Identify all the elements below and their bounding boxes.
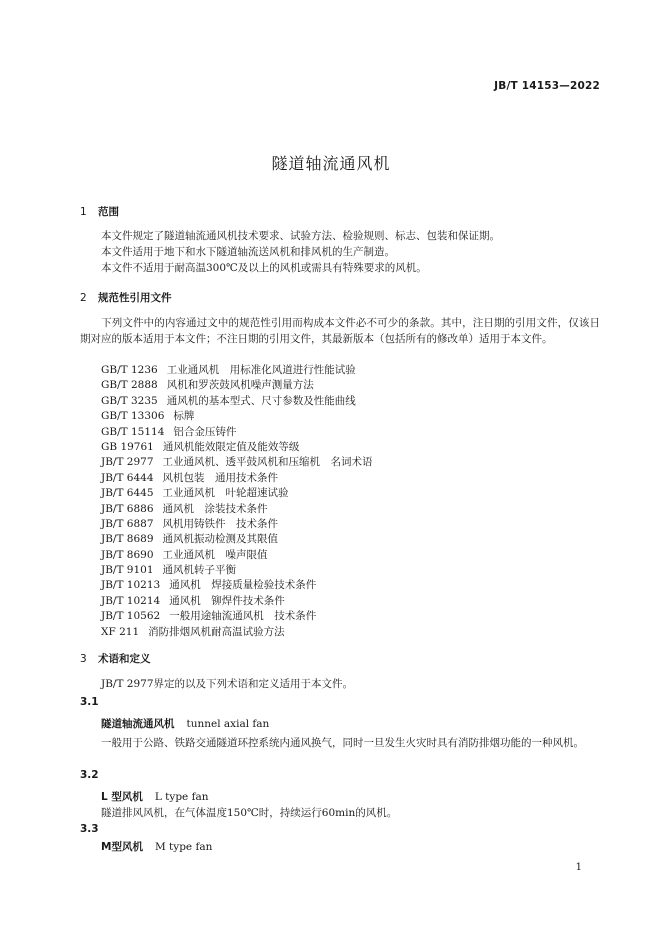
reference-item: [101, 394, 373, 409]
reference-item: [101, 455, 373, 470]
reference-code: JB/T 8690: [101, 548, 154, 561]
reference-title: 通风机的基本型式、尺寸参数及性能曲线: [166, 394, 356, 407]
reference-title: 工业通风机、透平鼓风机和压缩机 名词术语: [162, 456, 373, 469]
section-number: 3: [80, 653, 87, 665]
term-entry: [101, 839, 212, 854]
reference-title: 风机和罗茨鼓风机噪声测量方法: [166, 379, 314, 392]
reference-code: JB/T 10214: [101, 594, 161, 607]
page-number: 1: [575, 862, 582, 873]
reference-title: 风机用铸铁件 技术条件: [162, 517, 279, 530]
term-number: 3.2: [80, 769, 99, 781]
reference-item: [101, 532, 373, 547]
term-zh: 隧道轴流通风机: [101, 718, 175, 730]
reference-title: 通风机能效限定值及能效等级: [162, 440, 300, 453]
reference-title: 铝合金压铸件: [173, 425, 237, 438]
reference-title: 通风机振动检测及其限值: [162, 533, 279, 546]
term-definition: 隧道排风风机，在气体温度150℃时，持续运行60min的风机。: [101, 807, 398, 819]
reference-code: JB/T 10213: [101, 579, 161, 592]
reference-title: 标牌: [173, 410, 195, 423]
section-number: 2: [80, 292, 87, 304]
term-definition: 一般用于公路、铁路交通隧道环控系统内通风换气，同时一旦发生火灾时具有消防排烟功能的一种风机。: [101, 737, 584, 749]
term-number: 3.1: [80, 696, 99, 708]
term-zh: M型风机: [101, 841, 143, 853]
reference-code: GB/T 2888: [101, 379, 158, 392]
reference-title: 通风机转子平衡: [162, 564, 237, 577]
section-terms-heading: [80, 651, 151, 666]
reference-code: GB/T 13306: [101, 410, 165, 423]
reference-title: 工业通风机 用标准化风道进行性能试验: [166, 364, 356, 376]
reference-code: GB 19761: [101, 440, 154, 453]
reference-code: JB/T 6444: [101, 471, 154, 484]
scope-paragraph: 本文件规定了隧道轴流通风机技术要求、试验方法、检验规则、标志、包装和保证期。: [101, 230, 500, 242]
scope-paragraph: 本文件适用于地下和水下隧道轴流送风机和排风机的生产制造。: [101, 246, 395, 258]
reference-title: 工业通风机 叶轮超速试验: [162, 487, 289, 500]
section-refs-heading: [80, 290, 172, 305]
reference-item: [101, 409, 373, 424]
reference-item: [101, 486, 373, 501]
section-title: 规范性引用文件: [98, 292, 172, 304]
reference-title: 一般用途轴流通风机 技术条件: [169, 610, 317, 623]
reference-item: [101, 578, 373, 593]
refs-intro-paragraph: 下列文件中的内容通过文中的规范性引用而构成本文件必不可少的条款。其中，注日期的引用文件，仅该日期对应的版本适用于本文件；不注日期的引用文件，其最新版本（包括所有的修改单）适用于本文件。: [80, 317, 600, 345]
reference-item: [101, 517, 373, 532]
reference-title: 消防排烟风机耐高温试验方法: [148, 625, 285, 638]
term-entry: [101, 789, 209, 804]
section-number: 1: [80, 206, 87, 218]
reference-item: [101, 609, 373, 624]
reference-code: GB/T 3235: [101, 394, 158, 407]
reference-list: [101, 363, 373, 640]
reference-title: 工业通风机 噪声限值: [162, 548, 268, 561]
term-en: M type fan: [154, 841, 213, 853]
term-number: 3.3: [80, 823, 99, 835]
term-en: tunnel axial fan: [186, 718, 270, 730]
reference-item: [101, 563, 373, 578]
reference-item: [101, 440, 373, 455]
reference-code: JB/T 8689: [101, 533, 154, 546]
reference-item: [101, 378, 373, 393]
reference-title: 风机包装 通用技术条件: [162, 471, 279, 484]
reference-code: GB/T 15114: [101, 425, 165, 438]
section-title: 术语和定义: [98, 653, 151, 665]
reference-title: 通风机 铆焊件技术条件: [169, 594, 285, 607]
reference-code: GB/T 1236: [101, 364, 158, 376]
reference-item: [101, 594, 373, 609]
reference-item: [101, 363, 373, 378]
section-scope-heading: [80, 204, 119, 219]
terms-intro-paragraph: JB/T 2977界定的以及下列术语和定义适用于本文件。: [101, 678, 354, 690]
reference-item: [101, 548, 373, 563]
reference-code: JB/T 6445: [101, 487, 154, 500]
reference-title: 通风机 涂装技术条件: [162, 502, 268, 515]
reference-code: JB/T 2977: [101, 456, 154, 469]
term-en: L type fan: [154, 791, 209, 803]
reference-item: [101, 425, 373, 440]
reference-item: [101, 471, 373, 486]
reference-item: [101, 502, 373, 517]
reference-code: JB/T 6887: [101, 517, 154, 530]
term-entry: [101, 716, 269, 731]
reference-code: JB/T 9101: [101, 564, 154, 577]
reference-title: 通风机 焊接质量检验技术条件: [169, 579, 317, 592]
section-title: 范围: [98, 206, 119, 218]
reference-item: [101, 625, 373, 640]
term-zh: L 型风机: [101, 791, 143, 803]
reference-code: JB/T 10562: [101, 610, 161, 623]
scope-paragraph: 本文件不适用于耐高温300℃及以上的风机或需具有特殊要求的风机。: [101, 262, 427, 274]
reference-code: XF 211: [101, 625, 140, 638]
document-title: 隧道轴流通风机: [271, 154, 391, 173]
standard-code: JB/T 14153—2022: [494, 80, 600, 92]
reference-code: JB/T 6886: [101, 502, 154, 515]
